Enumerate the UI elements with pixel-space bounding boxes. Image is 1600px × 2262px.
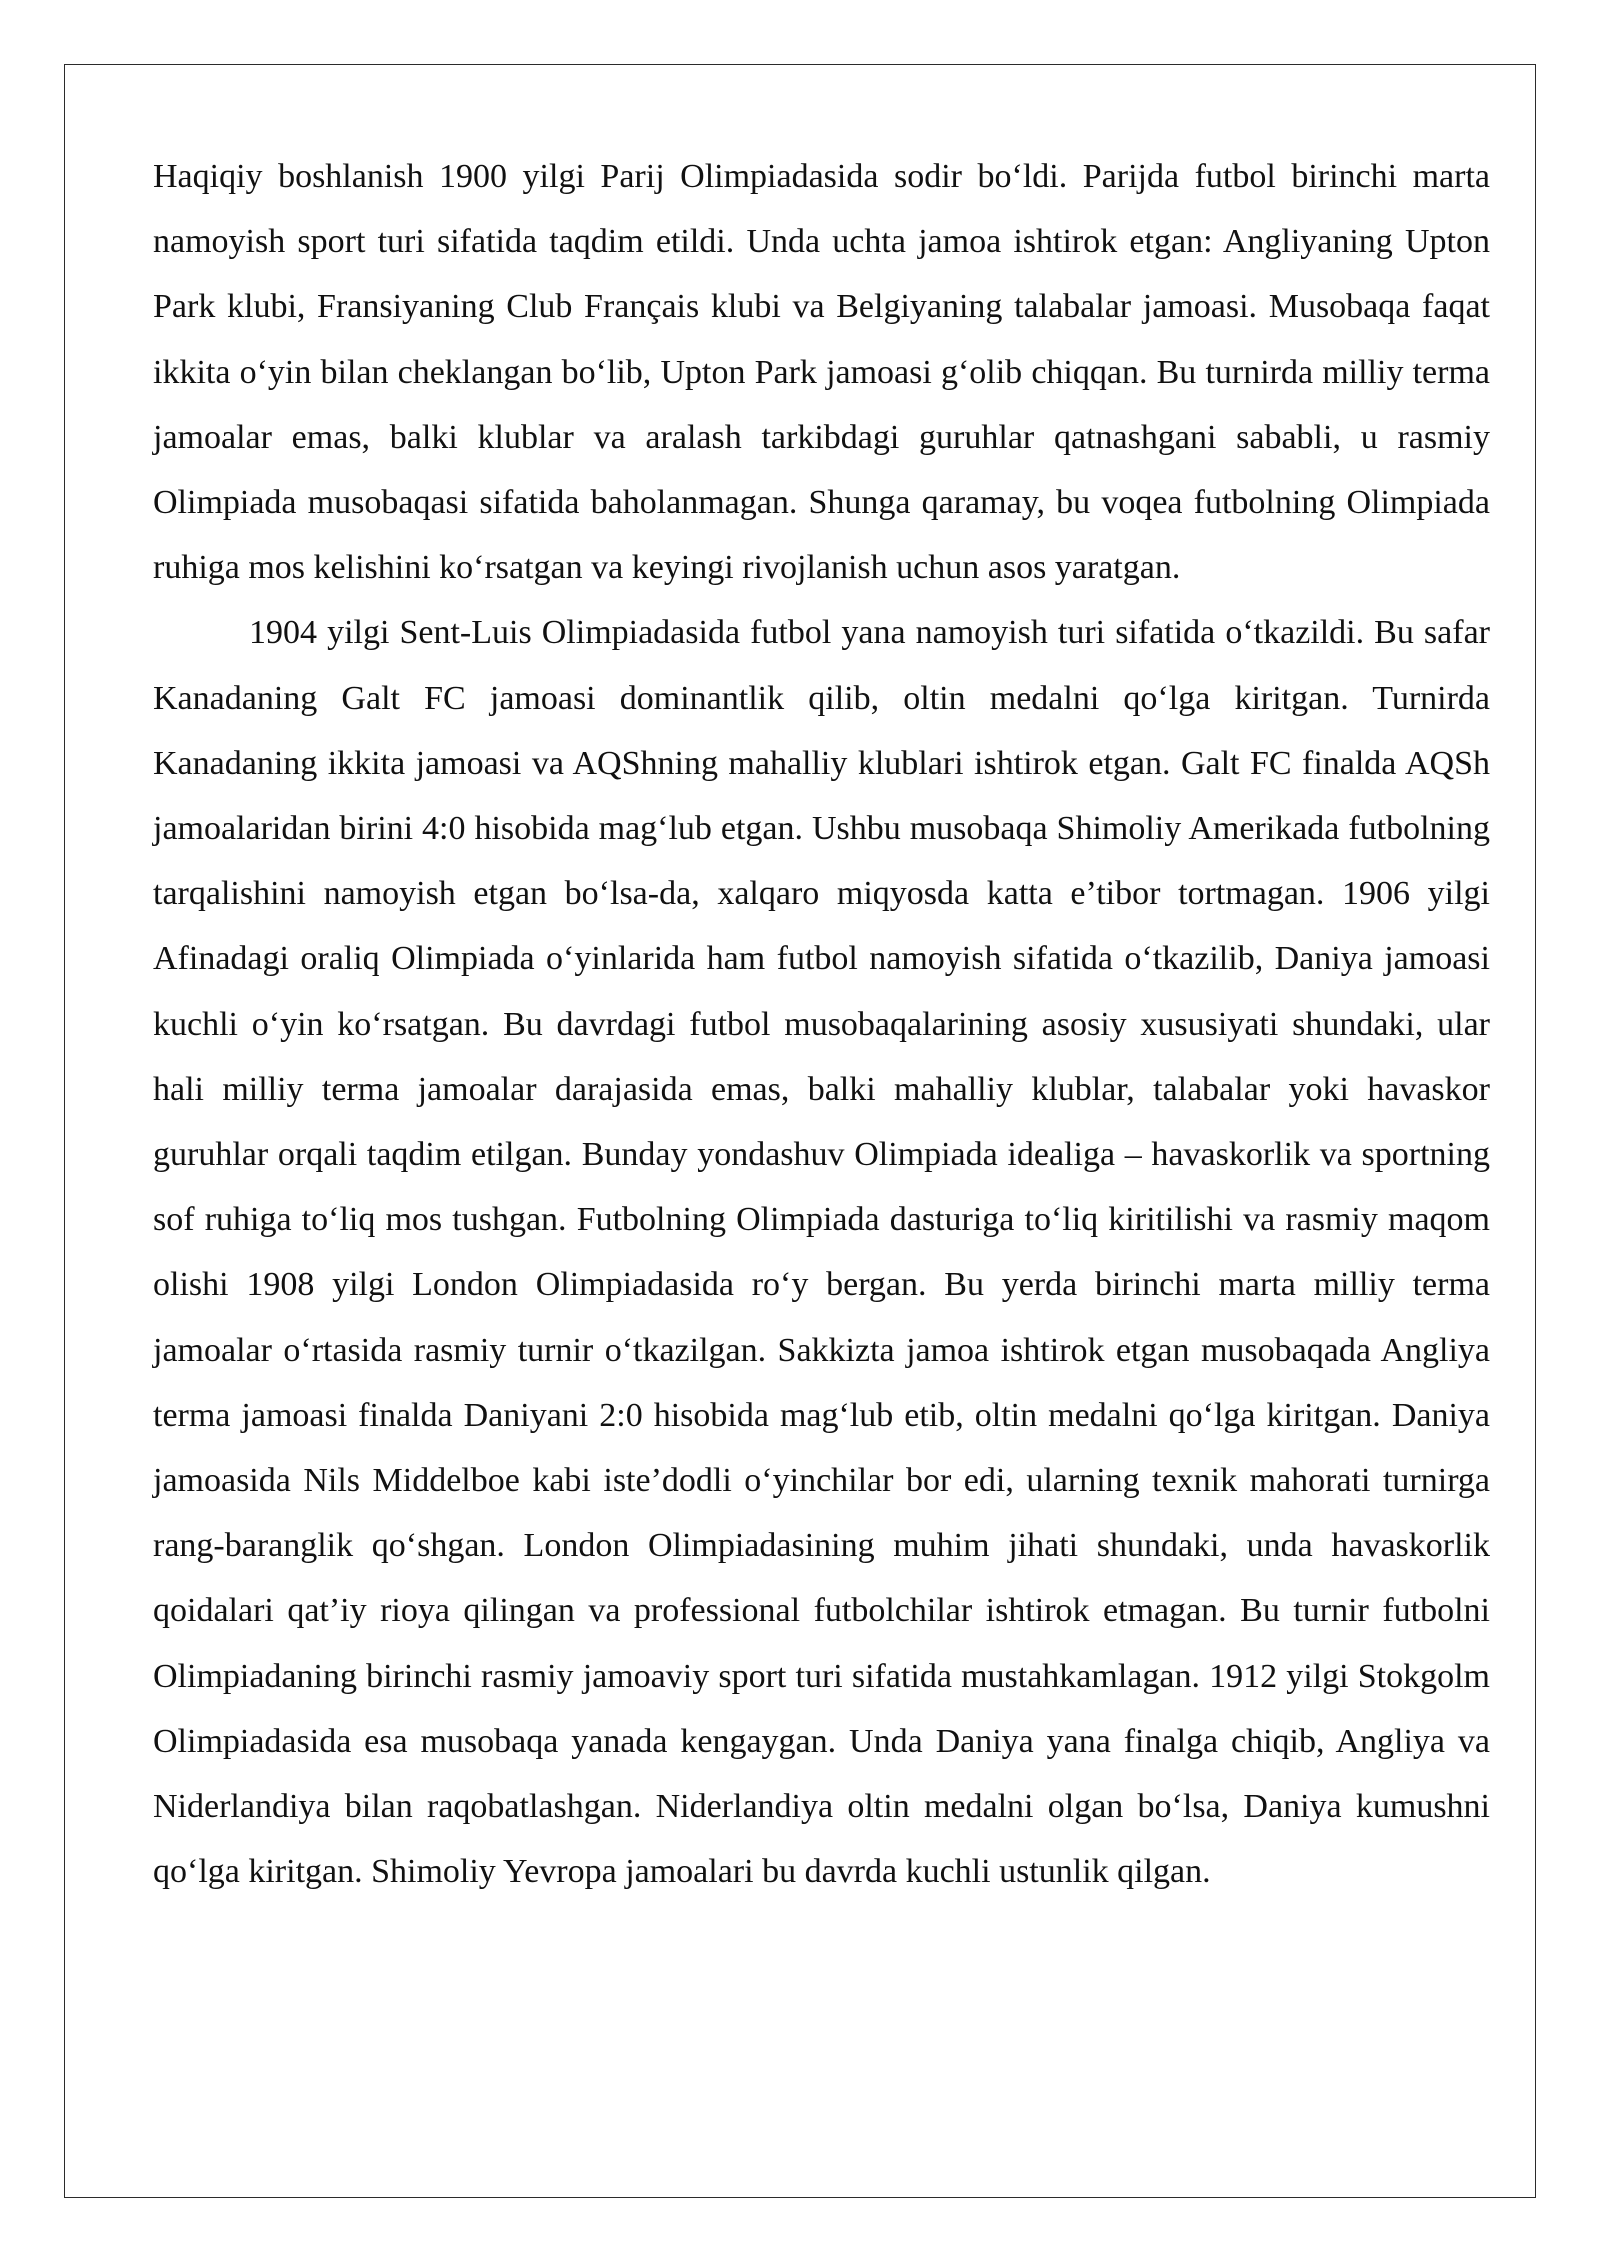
paragraph-1904-st-louis: 1904 yilgi Sent-Luis Olimpiadasida futbol yana namoyish turi sifatida o‘tkazildi. Bu safar Kanadaning Galt FC jamoasi dominantlik qilib, oltin medalni qo‘lga kiritgan. Turnirda Kanadaning ikkita jamoasi va AQShning mahalliy klublari ishtirok etgan. Galt FC finalda AQSh jamoalaridan birini 4:0 hisobida mag‘lub etgan. Ushbu musobaqa Shimoliy Amerikada futbolning tarqalishini namoyish etgan bo‘lsa-da, xalqaro miqyosda katta e’tibor tortmagan. 1906 yilgi Afinadagi oraliq Olimpiada o‘yinlarida ham futbol namoyish sifatida o‘tkazilib, Daniya jamoasi kuchli o‘yin ko‘rsatgan. Bu davrdagi futbol musobaqalarining asosiy xususiyati shundaki, ular hali milliy terma jamoalar darajasida emas, balki mahalliy klublar, talabalar yoki havaskor guruhlar orqali taqdim etilgan. Bunday yondashuv Olimpiada idealiga – havaskorlik va sportning sof ruhiga to‘liq mos tushgan. Futbolning Olimpiada dasturiga to‘liq kiritilishi va rasmiy maqom olishi 1908 yilgi London Olimpiadasida ro‘y bergan. Bu yerda birinchi marta milliy terma jamoalar o‘rtasida rasmiy turnir o‘tkazilgan. Sakkizta jamoa ishtirok etgan musobaqada Angliya terma jamoasi finalda Daniyani 2:0 hisobida mag‘lub etib, oltin medalni qo‘lga kiritgan. Daniya jamoasida Nils Middelboe kabi iste’dodli o‘yinchilar bor edi, ularning texnik mahorati turnirga rang-baranglik qo‘shgan. London Olimpiadasining muhim jihati shundaki, unda havaskorlik qoidalari qat’iy rioya qilingan va professional futbolchilar ishtirok etmagan. Bu turnir futbolni Olimpiadaning birinchi rasmiy jamoaviy sport turi sifatida mustahkamlagan. 1912 yilgi Stokgolm Olimpiadasida esa musobaqa yanada kengaygan. Unda Daniya yana finalga chiqib, Angliya va Niderlandiya bilan raqobatlashgan. Niderlandiya oltin medalni olgan bo‘lsa, Daniya kumushni qo‘lga kiritgan. Shimoliy Yevropa jamoalari bu davrda kuchli ustunlik qilgan. bbox=[153, 614, 1490, 1891]
document-body bbox=[153, 144, 1490, 1904]
paragraph-1900-paris: Haqiqiy boshlanish 1900 yilgi Parij Olimpiadasida sodir bo‘ldi. Parijda futbol birinchi marta namoyish sport turi sifatida taqdim etildi. Unda uchta jamoa ishtirok etgan: Angliyaning Upton Park klubi, Fransiyaning Club Français klubi va Belgiyaning talabalar jamoasi. Musobaqa faqat ikkita o‘yin bilan cheklangan bo‘lib, Upton Park jamoasi g‘olib chiqqan. Bu turnirda milliy terma jamoalar emas, balki klublar va aralash tarkibdagi guruhlar qatnashgani sababli, u rasmiy Olimpiada musobaqasi sifatida baholanmagan. Shunga qaramay, bu voqea futbolning Olimpiada ruhiga mos kelishini ko‘rsatgan va keyingi rivojlanish uchun asos yaratgan. bbox=[153, 158, 1490, 587]
